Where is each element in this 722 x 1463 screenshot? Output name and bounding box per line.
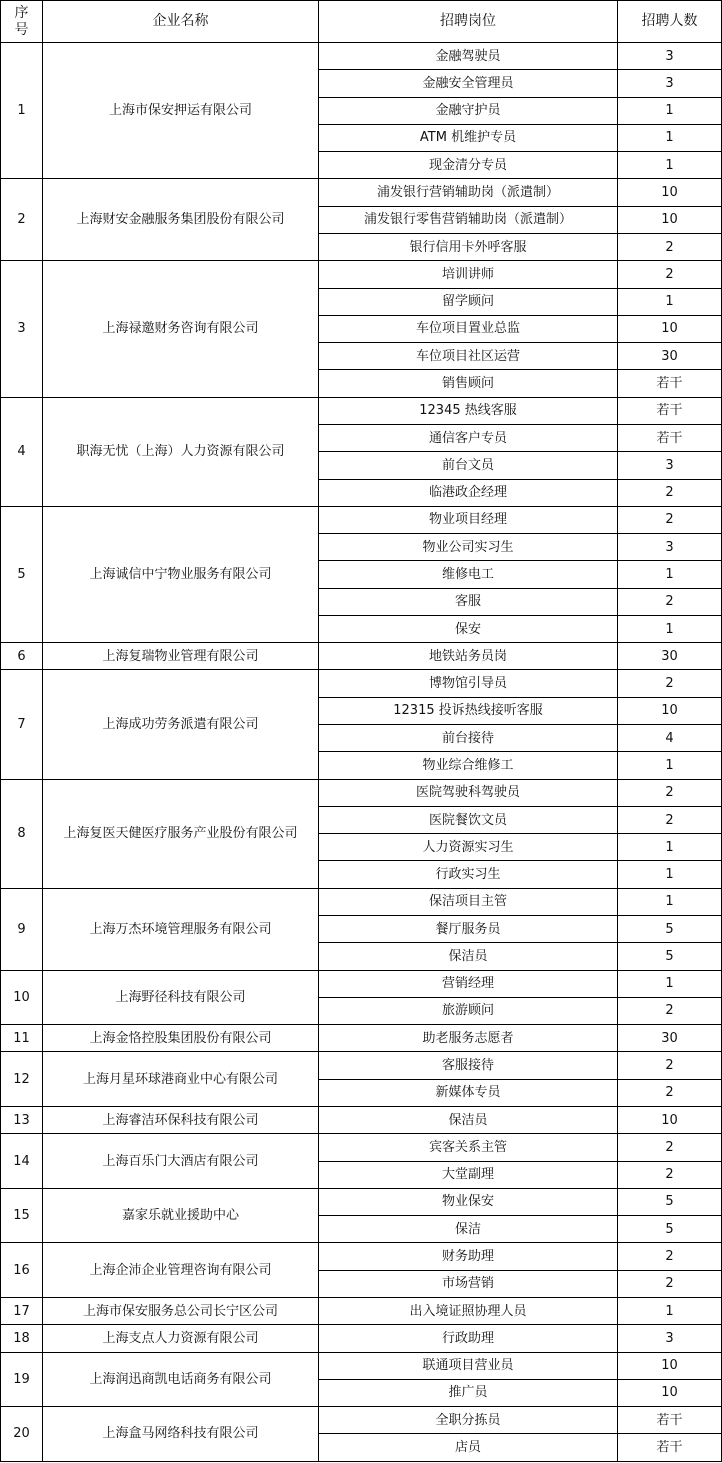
table-row xyxy=(1,179,722,206)
job-count: 若干 xyxy=(618,370,722,397)
job-count: 2 xyxy=(618,806,722,833)
table-row xyxy=(1,1407,722,1434)
job-count: 1 xyxy=(618,834,722,861)
job-position: 现金清分专员 xyxy=(319,152,618,179)
job-position: 保洁员 xyxy=(319,943,618,970)
row-number: 15 xyxy=(1,1188,43,1243)
job-position: 12315 投诉热线接听客服 xyxy=(319,697,618,724)
table-row xyxy=(1,970,722,997)
table-row xyxy=(1,1025,722,1052)
job-position: 前台接待 xyxy=(319,725,618,752)
company-name: 嘉家乐就业援助中心 xyxy=(43,1188,319,1243)
job-count: 2 xyxy=(618,1243,722,1270)
job-position: 浦发银行零售营销辅助岗（派遣制） xyxy=(319,206,618,233)
job-position: 保洁 xyxy=(319,1216,618,1243)
job-count: 3 xyxy=(618,452,722,479)
job-count: 2 xyxy=(618,233,722,260)
job-position: 人力资源实习生 xyxy=(319,834,618,861)
company-name: 上海成功劳务派遣有限公司 xyxy=(43,670,319,779)
header-position: 招聘岗位 xyxy=(319,1,618,43)
job-position: 维修电工 xyxy=(319,561,618,588)
table-row xyxy=(1,1188,722,1215)
table-row xyxy=(1,1297,722,1324)
job-count: 1 xyxy=(618,97,722,124)
table-row xyxy=(1,1134,722,1161)
job-position: 培训讲师 xyxy=(319,261,618,288)
company-name: 上海财安金融服务集团股份有限公司 xyxy=(43,179,319,261)
company-name: 上海金恪控股集团股份有限公司 xyxy=(43,1025,319,1052)
job-count: 1 xyxy=(618,288,722,315)
job-count: 1 xyxy=(618,1297,722,1324)
company-name: 上海市保安服务总公司长宁区公司 xyxy=(43,1297,319,1324)
job-count: 2 xyxy=(618,1270,722,1297)
job-position: 金融安全管理员 xyxy=(319,70,618,97)
table-row xyxy=(1,1352,722,1379)
job-position: 出入境证照协理人员 xyxy=(319,1297,618,1324)
job-position: 通信客户专员 xyxy=(319,424,618,451)
table-body xyxy=(1,43,722,1462)
job-count: 1 xyxy=(618,152,722,179)
row-number: 14 xyxy=(1,1134,43,1189)
job-position: 联通项目营业员 xyxy=(319,1352,618,1379)
job-position: 金融驾驶员 xyxy=(319,43,618,70)
job-count: 10 xyxy=(618,697,722,724)
job-count: 2 xyxy=(618,1161,722,1188)
job-count: 1 xyxy=(618,970,722,997)
job-position: 医院餐饮文员 xyxy=(319,806,618,833)
job-position: 物业公司实习生 xyxy=(319,534,618,561)
job-count: 若干 xyxy=(618,1407,722,1434)
table-row xyxy=(1,1243,722,1270)
company-name: 职海无忧（上海）人力资源有限公司 xyxy=(43,397,319,506)
job-count: 3 xyxy=(618,1325,722,1352)
row-number: 10 xyxy=(1,970,43,1025)
row-number: 5 xyxy=(1,506,43,642)
job-position: 保安 xyxy=(319,615,618,642)
job-count: 10 xyxy=(618,315,722,342)
job-count: 1 xyxy=(618,888,722,915)
job-count: 3 xyxy=(618,534,722,561)
job-count: 30 xyxy=(618,343,722,370)
job-position: 客服接待 xyxy=(319,1052,618,1079)
job-count: 2 xyxy=(618,1052,722,1079)
row-number: 4 xyxy=(1,397,43,506)
job-position: 12345 热线客服 xyxy=(319,397,618,424)
job-count: 10 xyxy=(618,1106,722,1133)
job-count: 30 xyxy=(618,1025,722,1052)
table-row xyxy=(1,1106,722,1133)
table-row xyxy=(1,397,722,424)
job-count: 2 xyxy=(618,588,722,615)
table-row xyxy=(1,670,722,697)
job-count: 5 xyxy=(618,1216,722,1243)
job-position: 行政实习生 xyxy=(319,861,618,888)
job-position: 客服 xyxy=(319,588,618,615)
job-position: 留学顾问 xyxy=(319,288,618,315)
job-count: 30 xyxy=(618,643,722,670)
job-position: 前台文员 xyxy=(319,452,618,479)
table-row xyxy=(1,643,722,670)
company-name: 上海野径科技有限公司 xyxy=(43,970,319,1025)
job-count: 1 xyxy=(618,861,722,888)
company-name: 上海市保安押运有限公司 xyxy=(43,43,319,179)
job-position: 物业保安 xyxy=(319,1188,618,1215)
job-position: 浦发银行营销辅助岗（派遣制） xyxy=(319,179,618,206)
job-position: 车位项目社区运营 xyxy=(319,343,618,370)
row-number: 2 xyxy=(1,179,43,261)
job-count: 若干 xyxy=(618,397,722,424)
job-count: 4 xyxy=(618,725,722,752)
row-number: 11 xyxy=(1,1025,43,1052)
job-position: 金融守护员 xyxy=(319,97,618,124)
job-count: 1 xyxy=(618,615,722,642)
table-row xyxy=(1,888,722,915)
row-number: 13 xyxy=(1,1106,43,1133)
job-count: 2 xyxy=(618,779,722,806)
job-count: 10 xyxy=(618,1379,722,1406)
job-position: 临港政企经理 xyxy=(319,479,618,506)
job-position: 财务助理 xyxy=(319,1243,618,1270)
job-count: 1 xyxy=(618,561,722,588)
company-name: 上海润迅商凯电话商务有限公司 xyxy=(43,1352,319,1407)
job-position: 营销经理 xyxy=(319,970,618,997)
job-count: 若干 xyxy=(618,1434,722,1461)
job-count: 若干 xyxy=(618,424,722,451)
row-number: 9 xyxy=(1,888,43,970)
row-number: 6 xyxy=(1,643,43,670)
job-position: 全职分拣员 xyxy=(319,1407,618,1434)
job-count: 10 xyxy=(618,1352,722,1379)
job-position: 大堂副理 xyxy=(319,1161,618,1188)
job-position: 新媒体专员 xyxy=(319,1079,618,1106)
company-name: 上海支点人力资源有限公司 xyxy=(43,1325,319,1352)
header-row xyxy=(1,1,722,43)
job-count: 1 xyxy=(618,752,722,779)
company-name: 上海企沛企业管理咨询有限公司 xyxy=(43,1243,319,1298)
job-count: 3 xyxy=(618,70,722,97)
header-count: 招聘人数 xyxy=(618,1,722,43)
job-count: 2 xyxy=(618,261,722,288)
job-position: 医院驾驶科驾驶员 xyxy=(319,779,618,806)
job-position: 助老服务志愿者 xyxy=(319,1025,618,1052)
job-position: 博物馆引导员 xyxy=(319,670,618,697)
job-position: 车位项目置业总监 xyxy=(319,315,618,342)
job-position: 物业项目经理 xyxy=(319,506,618,533)
row-number: 19 xyxy=(1,1352,43,1407)
row-number: 16 xyxy=(1,1243,43,1298)
job-position: 餐厅服务员 xyxy=(319,916,618,943)
header-company: 企业名称 xyxy=(43,1,319,43)
row-number: 7 xyxy=(1,670,43,779)
table-row xyxy=(1,779,722,806)
job-count: 2 xyxy=(618,997,722,1024)
job-count: 2 xyxy=(618,506,722,533)
company-name: 上海月星环球港商业中心有限公司 xyxy=(43,1052,319,1107)
table-row xyxy=(1,1325,722,1352)
row-number: 1 xyxy=(1,43,43,179)
job-position: ATM 机维护专员 xyxy=(319,124,618,151)
company-name: 上海禄邀财务咨询有限公司 xyxy=(43,261,319,397)
company-name: 上海复瑞物业管理有限公司 xyxy=(43,643,319,670)
job-position: 地铁站务员岗 xyxy=(319,643,618,670)
row-number: 12 xyxy=(1,1052,43,1107)
job-count: 10 xyxy=(618,179,722,206)
table-row xyxy=(1,506,722,533)
job-count: 1 xyxy=(618,124,722,151)
company-name: 上海万杰环境管理服务有限公司 xyxy=(43,888,319,970)
header-no: 序号 xyxy=(1,1,43,43)
row-number: 18 xyxy=(1,1325,43,1352)
job-count: 2 xyxy=(618,670,722,697)
job-position: 市场营销 xyxy=(319,1270,618,1297)
job-position: 宾客关系主管 xyxy=(319,1134,618,1161)
job-count: 5 xyxy=(618,916,722,943)
company-name: 上海盒马网络科技有限公司 xyxy=(43,1407,319,1462)
job-position: 银行信用卡外呼客服 xyxy=(319,233,618,260)
job-position: 旅游顾问 xyxy=(319,997,618,1024)
job-position: 物业综合维修工 xyxy=(319,752,618,779)
job-position: 推广员 xyxy=(319,1379,618,1406)
job-count: 2 xyxy=(618,1079,722,1106)
row-number: 17 xyxy=(1,1297,43,1324)
job-count: 3 xyxy=(618,43,722,70)
job-count: 2 xyxy=(618,1134,722,1161)
job-position: 保洁员 xyxy=(319,1106,618,1133)
job-count: 5 xyxy=(618,943,722,970)
company-name: 上海百乐门大酒店有限公司 xyxy=(43,1134,319,1189)
job-count: 2 xyxy=(618,479,722,506)
row-number: 8 xyxy=(1,779,43,888)
job-position: 店员 xyxy=(319,1434,618,1461)
job-position: 销售顾问 xyxy=(319,370,618,397)
company-name: 上海复医天健医疗服务产业股份有限公司 xyxy=(43,779,319,888)
job-count: 10 xyxy=(618,206,722,233)
company-name: 上海睿洁环保科技有限公司 xyxy=(43,1106,319,1133)
company-name: 上海诚信中宁物业服务有限公司 xyxy=(43,506,319,642)
job-position: 保洁项目主管 xyxy=(319,888,618,915)
row-number: 3 xyxy=(1,261,43,397)
table-row xyxy=(1,43,722,70)
table-row xyxy=(1,261,722,288)
row-number: 20 xyxy=(1,1407,43,1462)
table-row xyxy=(1,1052,722,1079)
job-count: 5 xyxy=(618,1188,722,1215)
job-position: 行政助理 xyxy=(319,1325,618,1352)
